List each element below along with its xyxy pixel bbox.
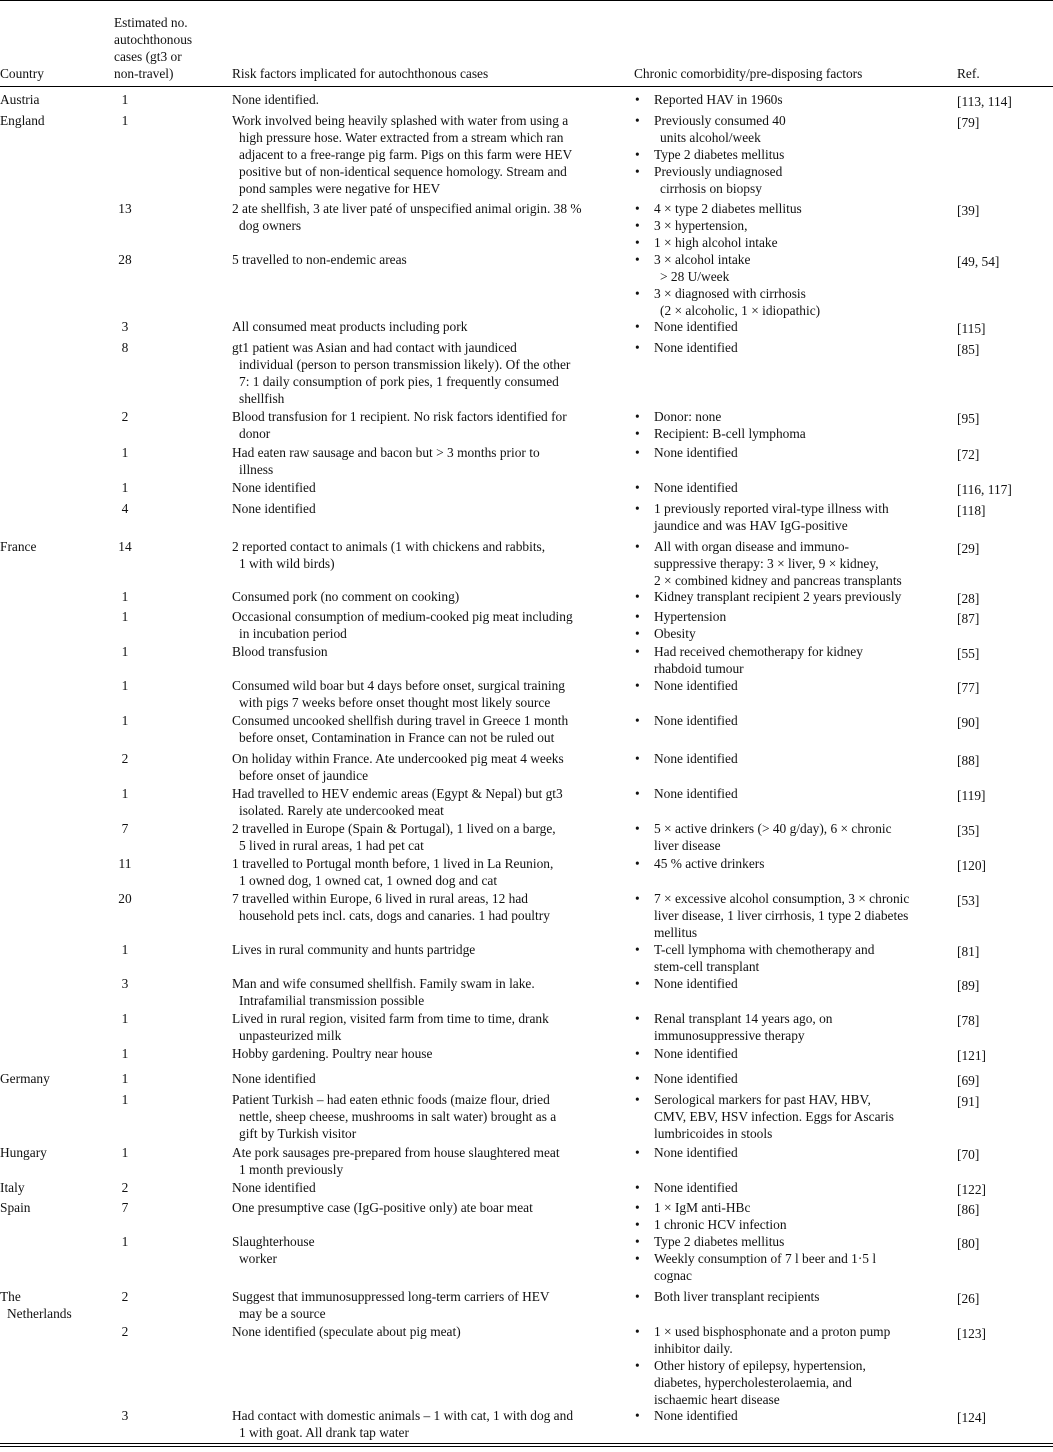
comorbidity-bullet: • 3 × hypertension, [634,217,952,234]
comorbidity-cell [634,643,952,677]
comorbidity-bullet: • 1 × used bisphosphonate and a proton pump inhibitor daily. [634,1323,952,1357]
comorbidity-bullet: • Other history of epilepsy, hypertension, diabetes, hypercholesterolaemia, and ischaemic heart disease [634,1357,952,1408]
reference-cell: [72] [957,447,980,462]
reference-cell: [119] [957,788,986,803]
comorbidity-bullet: • None identified [634,1144,952,1161]
cases-cell: 1 [121,713,129,728]
cases-cell: 1 [121,589,129,604]
risk-factors-cell: Had contact with domestic animals – 1 with cat, 1 with dog and 1 with goat. All drank tap water [232,1408,574,1440]
header-country: Country [0,66,44,81]
risk-factors-cell: Had travelled to HEV endemic areas (Egypt & Nepal) but gt3 isolated. Rarely ate undercooked meat [232,786,563,818]
comorbidity-cell [634,785,952,802]
comorbidity-bullet: • All with organ disease and immuno- suppressive therapy: 3 × liver, 9 × kidney, 2 × combined kidney and pancreas transplants [634,538,952,589]
risk-factors-cell: Consumed pork (no comment on cooking) [232,589,460,604]
cases-cell: 1 [121,644,129,659]
reference-cell: [116, 117] [957,482,1012,497]
cases-cell: 4 [121,501,129,516]
reference-cell: [49, 54] [957,254,1000,269]
comorbidity-cell [634,855,952,872]
cases-cell: 1 [121,480,129,495]
comorbidity-bullet: • None identified [634,339,952,356]
comorbidity-cell [634,820,952,854]
comorbidity-bullet: • Reported HAV in 1960s [634,91,952,108]
reference-cell: [113, 114] [957,94,1012,109]
comorbidity-cell [634,251,952,319]
comorbidity-bullet: • None identified [634,712,952,729]
comorbidity-bullet: • Hypertension [634,608,952,625]
risk-factors-cell: All consumed meat products including pork [232,319,468,334]
country-cell: Hungary [0,1145,47,1160]
reference-cell: [87] [957,611,980,626]
comorbidity-cell [634,1091,952,1142]
bottom-rule-1 [0,1443,1053,1444]
comorbidity-bullet: • None identified [634,975,952,992]
country-cell: Germany [0,1071,50,1086]
risk-factors-cell: 2 travelled in Europe (Spain & Portugal), 1 lived on a barge, 5 lived in rural areas, 1 had pet cat [232,821,556,853]
comorbidity-cell [634,500,952,534]
comorbidity-bullet: • 1 × high alcohol intake [634,234,952,251]
reference-cell: [69] [957,1073,980,1088]
comorbidity-cell [634,1288,952,1305]
risk-factors-cell: Blood transfusion for 1 recipient. No risk factors identified for donor [232,409,567,441]
risk-factors-cell: Work involved being heavily splashed with water from using a high pressure hose. Water extracted from a stream which ran adjacent to a free-range pig farm. Pigs on this farm were HEV positive but of non-identical sequence homology. Stream and pond samples were negative for HEV [232,113,573,196]
comorbidity-cell [634,588,952,605]
reference-cell: [80] [957,1236,980,1251]
comorbidity-bullet: • 5 × active drinkers (> 40 g/day), 6 × chronic liver disease [634,820,952,854]
cases-cell: 2 [121,1324,129,1339]
header-cases: Estimated no. autochthonous cases (gt3 or non-travel) [114,15,193,81]
comorbidity-cell [634,1233,952,1284]
comorbidity-bullet: • 3 × alcohol intake > 28 U/week [634,251,952,285]
cases-cell: 7 [121,1200,129,1215]
comorbidity-cell [634,1045,952,1062]
cases-cell: 1 [121,92,129,107]
reference-cell: [121] [957,1048,987,1063]
risk-factors-cell: Blood transfusion [232,644,328,659]
table-header [0,0,1053,86]
risk-factors-cell: 1 travelled to Portugal month before, 1 lived in La Reunion, 1 owned dog, 1 owned cat, 1 owned dog and cat [232,856,554,888]
header-comorbidity: Chronic comorbidity/pre-disposing factors [634,66,863,81]
comorbidity-bullet: • 1 × IgM anti-HBc [634,1199,952,1216]
risk-factors-cell: None identified. [232,92,320,107]
comorbidity-bullet: • None identified [634,479,952,496]
comorbidity-cell [634,479,952,496]
reference-cell: [86] [957,1202,980,1217]
comorbidity-cell [634,975,952,992]
comorbidity-cell [634,538,952,589]
comorbidity-cell [634,1323,952,1408]
risk-factors-cell: 2 reported contact to animals (1 with chickens and rabbits, 1 with wild birds) [232,539,546,571]
comorbidity-bullet: • Both liver transplant recipients [634,1288,952,1305]
risk-factors-cell: None identified [232,1180,316,1195]
comorbidity-cell [634,1199,952,1233]
comorbidity-bullet: • Recipient: B-cell lymphoma [634,425,952,442]
comorbidity-bullet: • None identified [634,1070,952,1087]
cases-cell: 1 [121,1011,129,1026]
reference-cell: [90] [957,715,980,730]
comorbidity-cell [634,408,952,442]
comorbidity-cell [634,318,952,335]
comorbidity-bullet: • None identified [634,1179,952,1196]
comorbidity-cell [634,1144,952,1161]
reference-cell: [35] [957,823,980,838]
risk-factors-cell: Had eaten raw sausage and bacon but > 3 months prior to illness [232,445,540,477]
country-cell: Austria [0,92,40,107]
cases-cell: 1 [121,1234,129,1249]
cases-cell: 1 [121,1046,129,1061]
comorbidity-cell [634,1070,952,1087]
cases-cell: 11 [118,856,132,871]
comorbidity-cell [634,1010,952,1044]
comorbidity-bullet: • Weekly consumption of 7 l beer and 1·5 l cognac [634,1250,952,1284]
risk-factors-cell: Patient Turkish – had eaten ethnic foods (maize flour, dried nettle, sheep cheese, mushrooms in salt water) brought as a gift by Turkish visitor [232,1092,557,1141]
risk-factors-cell: Lived in rural region, visited farm from time to time, drank unpasteurized milk [232,1011,549,1043]
comorbidity-bullet: • None identified [634,444,952,461]
reference-cell: [79] [957,115,980,130]
comorbidity-cell [634,339,952,356]
header-risk-factors: Risk factors implicated for autochthonous cases [232,66,489,81]
comorbidity-bullet: • 3 × diagnosed with cirrhosis (2 × alcoholic, 1 × idiopathic) [634,285,952,319]
reference-cell: [115] [957,321,986,336]
reference-cell: [53] [957,893,980,908]
comorbidity-cell [634,677,952,694]
comorbidity-bullet: • Donor: none [634,408,952,425]
risk-factors-cell: One presumptive case (IgG-positive only) ate boar meat [232,1200,533,1215]
comorbidity-cell [634,444,952,461]
reference-cell: [91] [957,1094,980,1109]
comorbidity-bullet: • Had received chemotherapy for kidney rhabdoid tumour [634,643,952,677]
reference-cell: [39] [957,203,980,218]
cases-cell: 3 [121,976,129,991]
comorbidity-bullet: • Serological markers for past HAV, HBV, CMV, EBV, HSV infection. Eggs for Ascaris lumbricoides in stools [634,1091,952,1142]
risk-factors-cell: Suggest that immunosuppressed long-term carriers of HEV may be a source [232,1289,550,1321]
cases-cell: 1 [121,113,129,128]
comorbidity-bullet: • Renal transplant 14 years ago, on immunosuppressive therapy [634,1010,952,1044]
cases-cell: 2 [121,751,129,766]
comorbidity-cell [634,941,952,975]
comorbidity-bullet: • 45 % active drinkers [634,855,952,872]
comorbidity-bullet: • 4 × type 2 diabetes mellitus [634,200,952,217]
comorbidity-cell [634,91,952,108]
cases-cell: 1 [121,445,129,460]
comorbidity-cell [634,1179,952,1196]
cases-cell: 8 [121,340,129,355]
reference-cell: [78] [957,1013,980,1028]
risk-factors-cell: Ate pork sausages pre-prepared from house slaughtered meat 1 month previously [232,1145,560,1177]
cases-cell: 1 [121,678,129,693]
reference-cell: [123] [957,1326,987,1341]
reference-cell: [124] [957,1410,987,1425]
cases-cell: 14 [118,539,132,554]
comorbidity-bullet: • 1 previously reported viral-type illness with jaundice and was HAV IgG-positive [634,500,952,534]
comorbidity-bullet: • Type 2 diabetes mellitus [634,146,952,163]
bottom-rule-2 [0,1446,1053,1447]
reference-cell: [29] [957,541,980,556]
reference-cell: [55] [957,646,980,661]
comorbidity-cell [634,608,952,642]
risk-factors-cell: Man and wife consumed shellfish. Family swam in lake. Intrafamilial transmission possible [232,976,535,1008]
risk-factors-cell: Consumed wild boar but 4 days before onset, surgical training with pigs 7 weeks before onset thought most likely source [232,678,565,710]
comorbidity-bullet: • None identified [634,318,952,335]
comorbidity-cell [634,750,952,767]
comorbidity-bullet: • Previously consumed 40 units alcohol/week [634,112,952,146]
comorbidity-bullet: • None identified [634,1045,952,1062]
risk-factors-cell: 5 travelled to non-endemic areas [232,252,407,267]
header-ref: Ref. [957,66,980,81]
cases-cell: 1 [121,1092,129,1107]
comorbidity-bullet: • 7 × excessive alcohol consumption, 3 × chronic liver disease, 1 liver cirrhosis, 1 type 2 diabetes mellitus [634,890,952,941]
cases-cell: 1 [121,1071,129,1086]
cases-cell: 1 [121,609,129,624]
cases-cell: 3 [121,319,129,334]
country-cell: England [0,113,45,128]
reference-cell: [122] [957,1182,987,1197]
risk-factors-cell: Lives in rural community and hunts partridge [232,942,476,957]
risk-factors-cell: None identified [232,480,316,495]
country-cell: The Netherlands [0,1289,72,1321]
comorbidity-bullet: • None identified [634,1407,952,1424]
comorbidity-bullet: • Obesity [634,625,952,642]
comorbidity-bullet: • T-cell lymphoma with chemotherapy and stem-cell transplant [634,941,952,975]
country-cell: France [0,539,37,554]
risk-factors-cell: 2 ate shellfish, 3 ate liver paté of unspecified animal origin. 38 % dog owners [232,201,582,233]
reference-cell: [89] [957,978,980,993]
risk-factors-cell: Hobby gardening. Poultry near house [232,1046,433,1061]
risk-factors-cell: gt1 patient was Asian and had contact with jaundiced individual (person to person transmission likely). Of the other 7: 1 daily consumption of pork pies, 1 frequently consumed shellfish [232,340,571,406]
cases-cell: 13 [118,201,132,216]
reference-cell: [28] [957,591,980,606]
reference-cell: [26] [957,1291,980,1306]
reference-cell: [88] [957,753,980,768]
comorbidity-cell [634,112,952,197]
reference-cell: [81] [957,944,980,959]
country-cell: Spain [0,1200,31,1215]
cases-cell: 7 [121,821,129,836]
cases-cell: 1 [121,786,129,801]
cases-cell: 1 [121,1145,129,1160]
risk-factors-cell: 7 travelled within Europe, 6 lived in rural areas, 12 had household pets incl. cats, dogs and canaries. 1 had poultry [232,891,550,923]
comorbidity-cell [634,712,952,729]
cases-cell: 3 [121,1408,129,1423]
reference-cell: [95] [957,411,980,426]
risk-factors-cell: None identified [232,501,316,516]
reference-cell: [118] [957,503,986,518]
risk-factors-cell: None identified (speculate about pig meat) [232,1324,461,1339]
cases-cell: 20 [118,891,132,906]
risk-factors-cell: On holiday within France. Ate undercooked pig meat 4 weeks before onset of jaundice [232,751,564,783]
cases-cell: 2 [121,1289,129,1304]
risk-factors-cell: Slaughterhouse worker [232,1234,315,1266]
reference-cell: [120] [957,858,987,873]
comorbidity-bullet: • None identified [634,750,952,767]
reference-cell: [70] [957,1147,980,1162]
cases-cell: 2 [121,1180,129,1195]
comorbidity-bullet: • None identified [634,785,952,802]
comorbidity-cell [634,1407,952,1424]
reference-cell: [85] [957,342,980,357]
comorbidity-bullet: • Kidney transplant recipient 2 years previously [634,588,952,605]
cases-cell: 28 [118,252,132,267]
comorbidity-cell [634,890,952,941]
header-rule [0,86,1053,87]
comorbidity-bullet: • None identified [634,677,952,694]
reference-cell: [77] [957,680,980,695]
cases-cell: 1 [121,942,129,957]
comorbidity-bullet: • Type 2 diabetes mellitus [634,1233,952,1250]
comorbidity-bullet: • 1 chronic HCV infection [634,1216,952,1233]
comorbidity-bullet: • Previously undiagnosed cirrhosis on biopsy [634,163,952,197]
risk-factors-cell: None identified [232,1071,316,1086]
comorbidity-cell [634,200,952,251]
country-cell: Italy [0,1180,25,1195]
cases-cell: 2 [121,409,129,424]
risk-factors-cell: Occasional consumption of medium-cooked pig meat including in incubation period [232,609,573,641]
risk-factors-cell: Consumed uncooked shellfish during travel in Greece 1 month before onset, Contamination in France can not be ruled out [232,713,569,745]
